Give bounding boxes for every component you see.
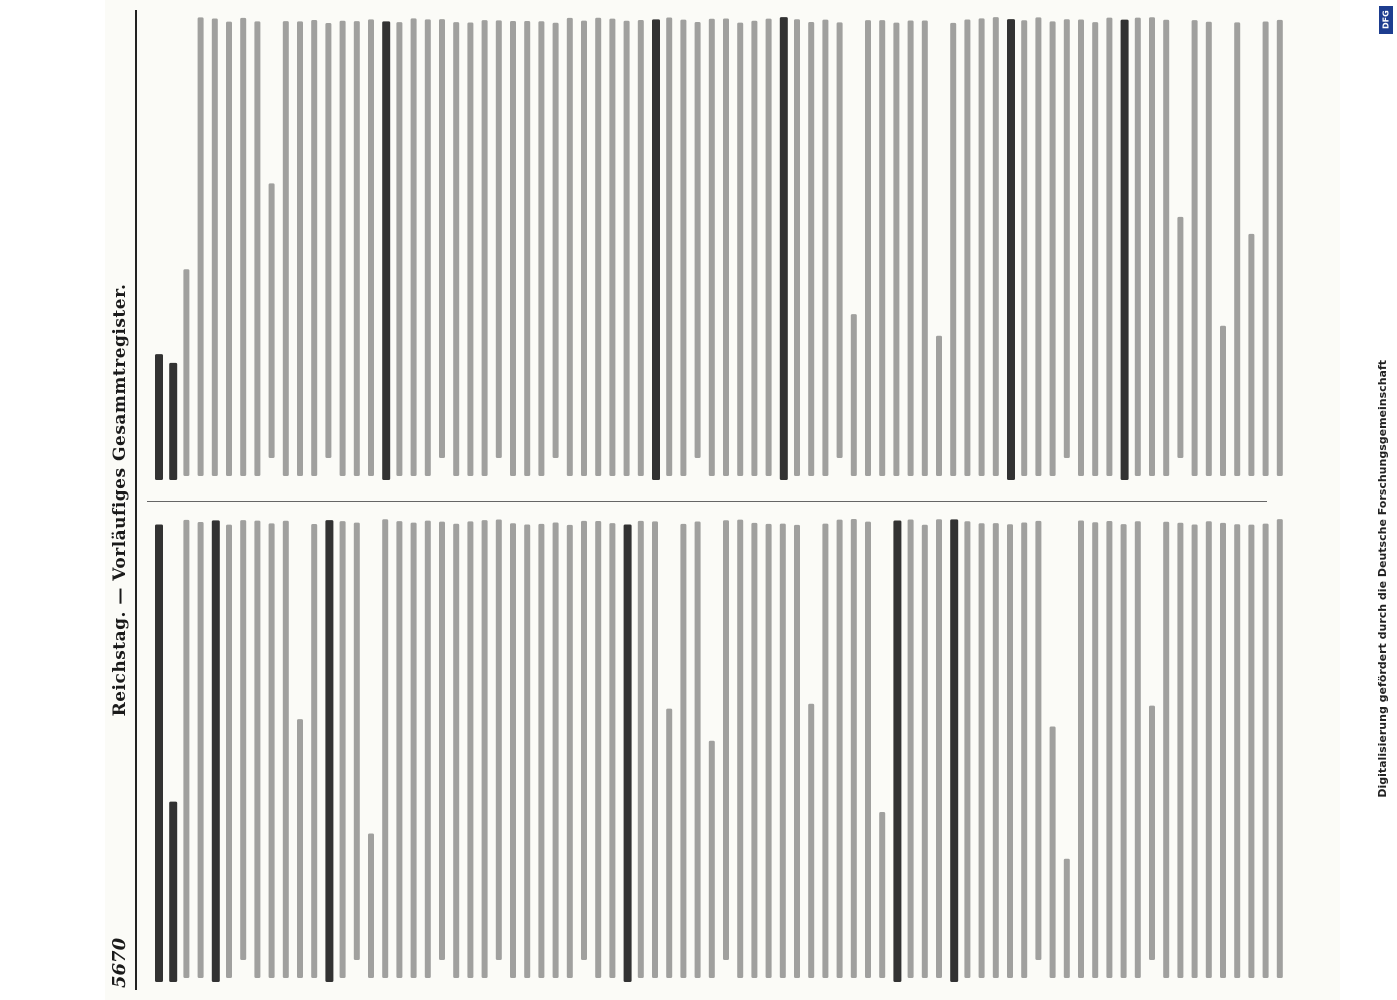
text-line xyxy=(723,18,729,476)
text-line xyxy=(567,18,573,476)
text-line xyxy=(1007,19,1015,480)
text-line xyxy=(183,269,189,476)
text-line xyxy=(723,520,729,960)
text-line xyxy=(198,17,204,476)
text-line xyxy=(837,22,843,458)
text-line xyxy=(581,21,587,476)
text-line xyxy=(979,18,985,476)
text-line xyxy=(254,21,260,476)
text-line xyxy=(510,523,516,978)
text-line xyxy=(368,19,374,476)
text-line xyxy=(1163,522,1169,978)
text-line xyxy=(439,19,445,458)
text-line xyxy=(297,21,303,476)
text-line xyxy=(226,525,232,978)
text-line xyxy=(482,20,488,476)
text-line xyxy=(922,525,928,978)
text-line xyxy=(212,19,218,476)
text-line xyxy=(780,17,788,480)
text-line xyxy=(1092,22,1098,476)
text-line xyxy=(425,19,431,476)
text-line xyxy=(496,20,502,458)
text-line xyxy=(837,520,843,978)
text-line xyxy=(666,17,672,476)
text-line xyxy=(1192,525,1198,978)
text-line xyxy=(638,521,644,978)
text-line xyxy=(467,521,473,978)
text-line xyxy=(950,519,958,982)
text-line xyxy=(269,183,275,458)
right-column xyxy=(147,15,1317,480)
text-line xyxy=(510,21,516,476)
text-line xyxy=(524,525,530,978)
text-line xyxy=(1248,234,1254,476)
page-header xyxy=(105,0,133,1000)
text-line xyxy=(822,524,828,978)
left-column xyxy=(147,517,1317,982)
text-line xyxy=(936,519,942,978)
text-line xyxy=(808,704,814,978)
text-line xyxy=(1050,21,1056,476)
text-line xyxy=(1220,523,1226,978)
text-line xyxy=(1135,521,1141,978)
text-line xyxy=(1050,726,1056,978)
text-line xyxy=(865,522,871,978)
text-line xyxy=(283,521,289,978)
text-line xyxy=(325,520,333,982)
text-line xyxy=(595,521,601,978)
register-page xyxy=(105,0,1340,1000)
text-line xyxy=(1234,22,1240,476)
text-line xyxy=(794,525,800,978)
text-line xyxy=(1277,20,1283,476)
text-line xyxy=(1021,523,1027,978)
text-line xyxy=(155,354,163,480)
text-line xyxy=(851,314,857,476)
text-line xyxy=(553,23,559,458)
text-line xyxy=(979,523,985,978)
text-line xyxy=(240,18,246,476)
left-column-text-lines xyxy=(147,517,1317,982)
text-line xyxy=(879,812,885,978)
header-rule xyxy=(135,10,137,990)
text-line xyxy=(780,524,786,978)
text-line xyxy=(297,719,303,978)
text-line xyxy=(808,22,814,476)
text-line xyxy=(893,23,899,476)
text-line xyxy=(950,23,956,476)
text-line xyxy=(453,22,459,476)
text-line xyxy=(766,19,772,476)
text-line xyxy=(212,520,220,982)
text-line xyxy=(680,524,686,978)
text-line xyxy=(1092,522,1098,978)
text-line xyxy=(624,524,632,982)
text-line xyxy=(609,523,615,978)
text-line xyxy=(1263,22,1269,476)
text-line xyxy=(1206,521,1212,978)
text-line xyxy=(680,20,686,476)
text-line xyxy=(709,19,715,476)
text-line xyxy=(354,523,360,960)
text-line xyxy=(1106,521,1112,978)
text-line xyxy=(411,18,417,476)
page-title: Reichstag. — Vorläufiges Gesammtregister. xyxy=(110,283,130,717)
text-line xyxy=(993,523,999,978)
text-line xyxy=(155,525,163,982)
text-line xyxy=(695,22,701,458)
text-line xyxy=(538,524,544,978)
text-line xyxy=(908,21,914,476)
text-line xyxy=(254,521,260,978)
text-line xyxy=(453,524,459,978)
text-line xyxy=(1248,525,1254,978)
text-line xyxy=(1021,20,1027,476)
text-line xyxy=(964,521,970,978)
text-line xyxy=(553,523,559,978)
text-line xyxy=(595,18,601,476)
text-line xyxy=(1106,18,1112,476)
text-line xyxy=(993,17,999,476)
text-line xyxy=(624,21,630,476)
text-line xyxy=(226,22,232,476)
text-line xyxy=(325,23,331,458)
text-line xyxy=(340,521,346,978)
text-line xyxy=(751,523,757,978)
text-line xyxy=(538,21,544,476)
text-line xyxy=(240,520,246,960)
text-line xyxy=(737,23,743,476)
text-line xyxy=(1121,524,1127,978)
text-line xyxy=(1121,20,1129,480)
text-line xyxy=(411,523,417,978)
text-line xyxy=(1078,521,1084,978)
text-line xyxy=(922,21,928,476)
text-line xyxy=(1263,524,1269,978)
page-number: 5670 xyxy=(109,937,130,988)
text-line xyxy=(652,19,660,480)
text-line xyxy=(652,521,658,978)
text-line xyxy=(198,522,204,978)
text-line xyxy=(1035,17,1041,476)
text-line xyxy=(1135,18,1141,476)
text-line xyxy=(169,363,177,480)
text-line xyxy=(283,21,289,476)
text-line xyxy=(581,521,587,960)
text-line xyxy=(311,20,317,476)
text-line xyxy=(482,520,488,978)
text-line xyxy=(851,519,857,978)
text-line xyxy=(1206,22,1212,476)
text-line xyxy=(425,521,431,978)
text-line xyxy=(751,21,757,476)
text-line xyxy=(1220,326,1226,476)
dfg-logo: DFG xyxy=(1379,6,1393,34)
text-line xyxy=(1149,17,1155,476)
text-line xyxy=(1177,523,1183,978)
text-line xyxy=(865,20,871,476)
text-line xyxy=(1234,524,1240,978)
text-line xyxy=(169,802,177,982)
text-line xyxy=(467,23,473,476)
text-line xyxy=(340,21,346,476)
digitization-notice: Digitalisierung gefördert durch die Deutsche Forschungsgemeinschaft xyxy=(1376,360,1389,798)
text-line xyxy=(354,21,360,476)
text-line xyxy=(368,833,374,978)
text-line xyxy=(1163,20,1169,476)
text-line xyxy=(666,709,672,978)
text-line xyxy=(609,19,615,476)
text-line xyxy=(382,519,388,978)
right-column-text-lines xyxy=(147,15,1317,480)
text-line xyxy=(382,21,390,480)
text-line xyxy=(1192,20,1198,476)
text-line xyxy=(908,520,914,978)
text-line xyxy=(893,520,901,982)
text-line xyxy=(1177,217,1183,458)
text-line xyxy=(396,521,402,978)
text-line xyxy=(183,520,189,978)
column-divider xyxy=(147,501,1267,502)
text-line xyxy=(709,741,715,978)
text-line xyxy=(1277,519,1283,978)
text-line xyxy=(794,19,800,476)
text-line xyxy=(567,525,573,978)
text-line xyxy=(1078,20,1084,476)
text-line xyxy=(638,20,644,476)
text-line xyxy=(766,524,772,978)
text-line xyxy=(1035,521,1041,960)
text-line xyxy=(396,22,402,476)
text-line xyxy=(822,20,828,476)
text-line xyxy=(1007,524,1013,978)
text-line xyxy=(695,522,701,978)
text-line xyxy=(496,519,502,960)
text-line xyxy=(1064,859,1070,978)
text-line xyxy=(1064,19,1070,458)
text-line xyxy=(936,336,942,476)
text-line xyxy=(879,20,885,476)
text-line xyxy=(311,524,317,978)
text-line xyxy=(439,522,445,960)
text-line xyxy=(269,523,275,978)
text-line xyxy=(737,520,743,978)
text-line xyxy=(964,20,970,476)
text-line xyxy=(524,21,530,476)
text-line xyxy=(1149,706,1155,960)
